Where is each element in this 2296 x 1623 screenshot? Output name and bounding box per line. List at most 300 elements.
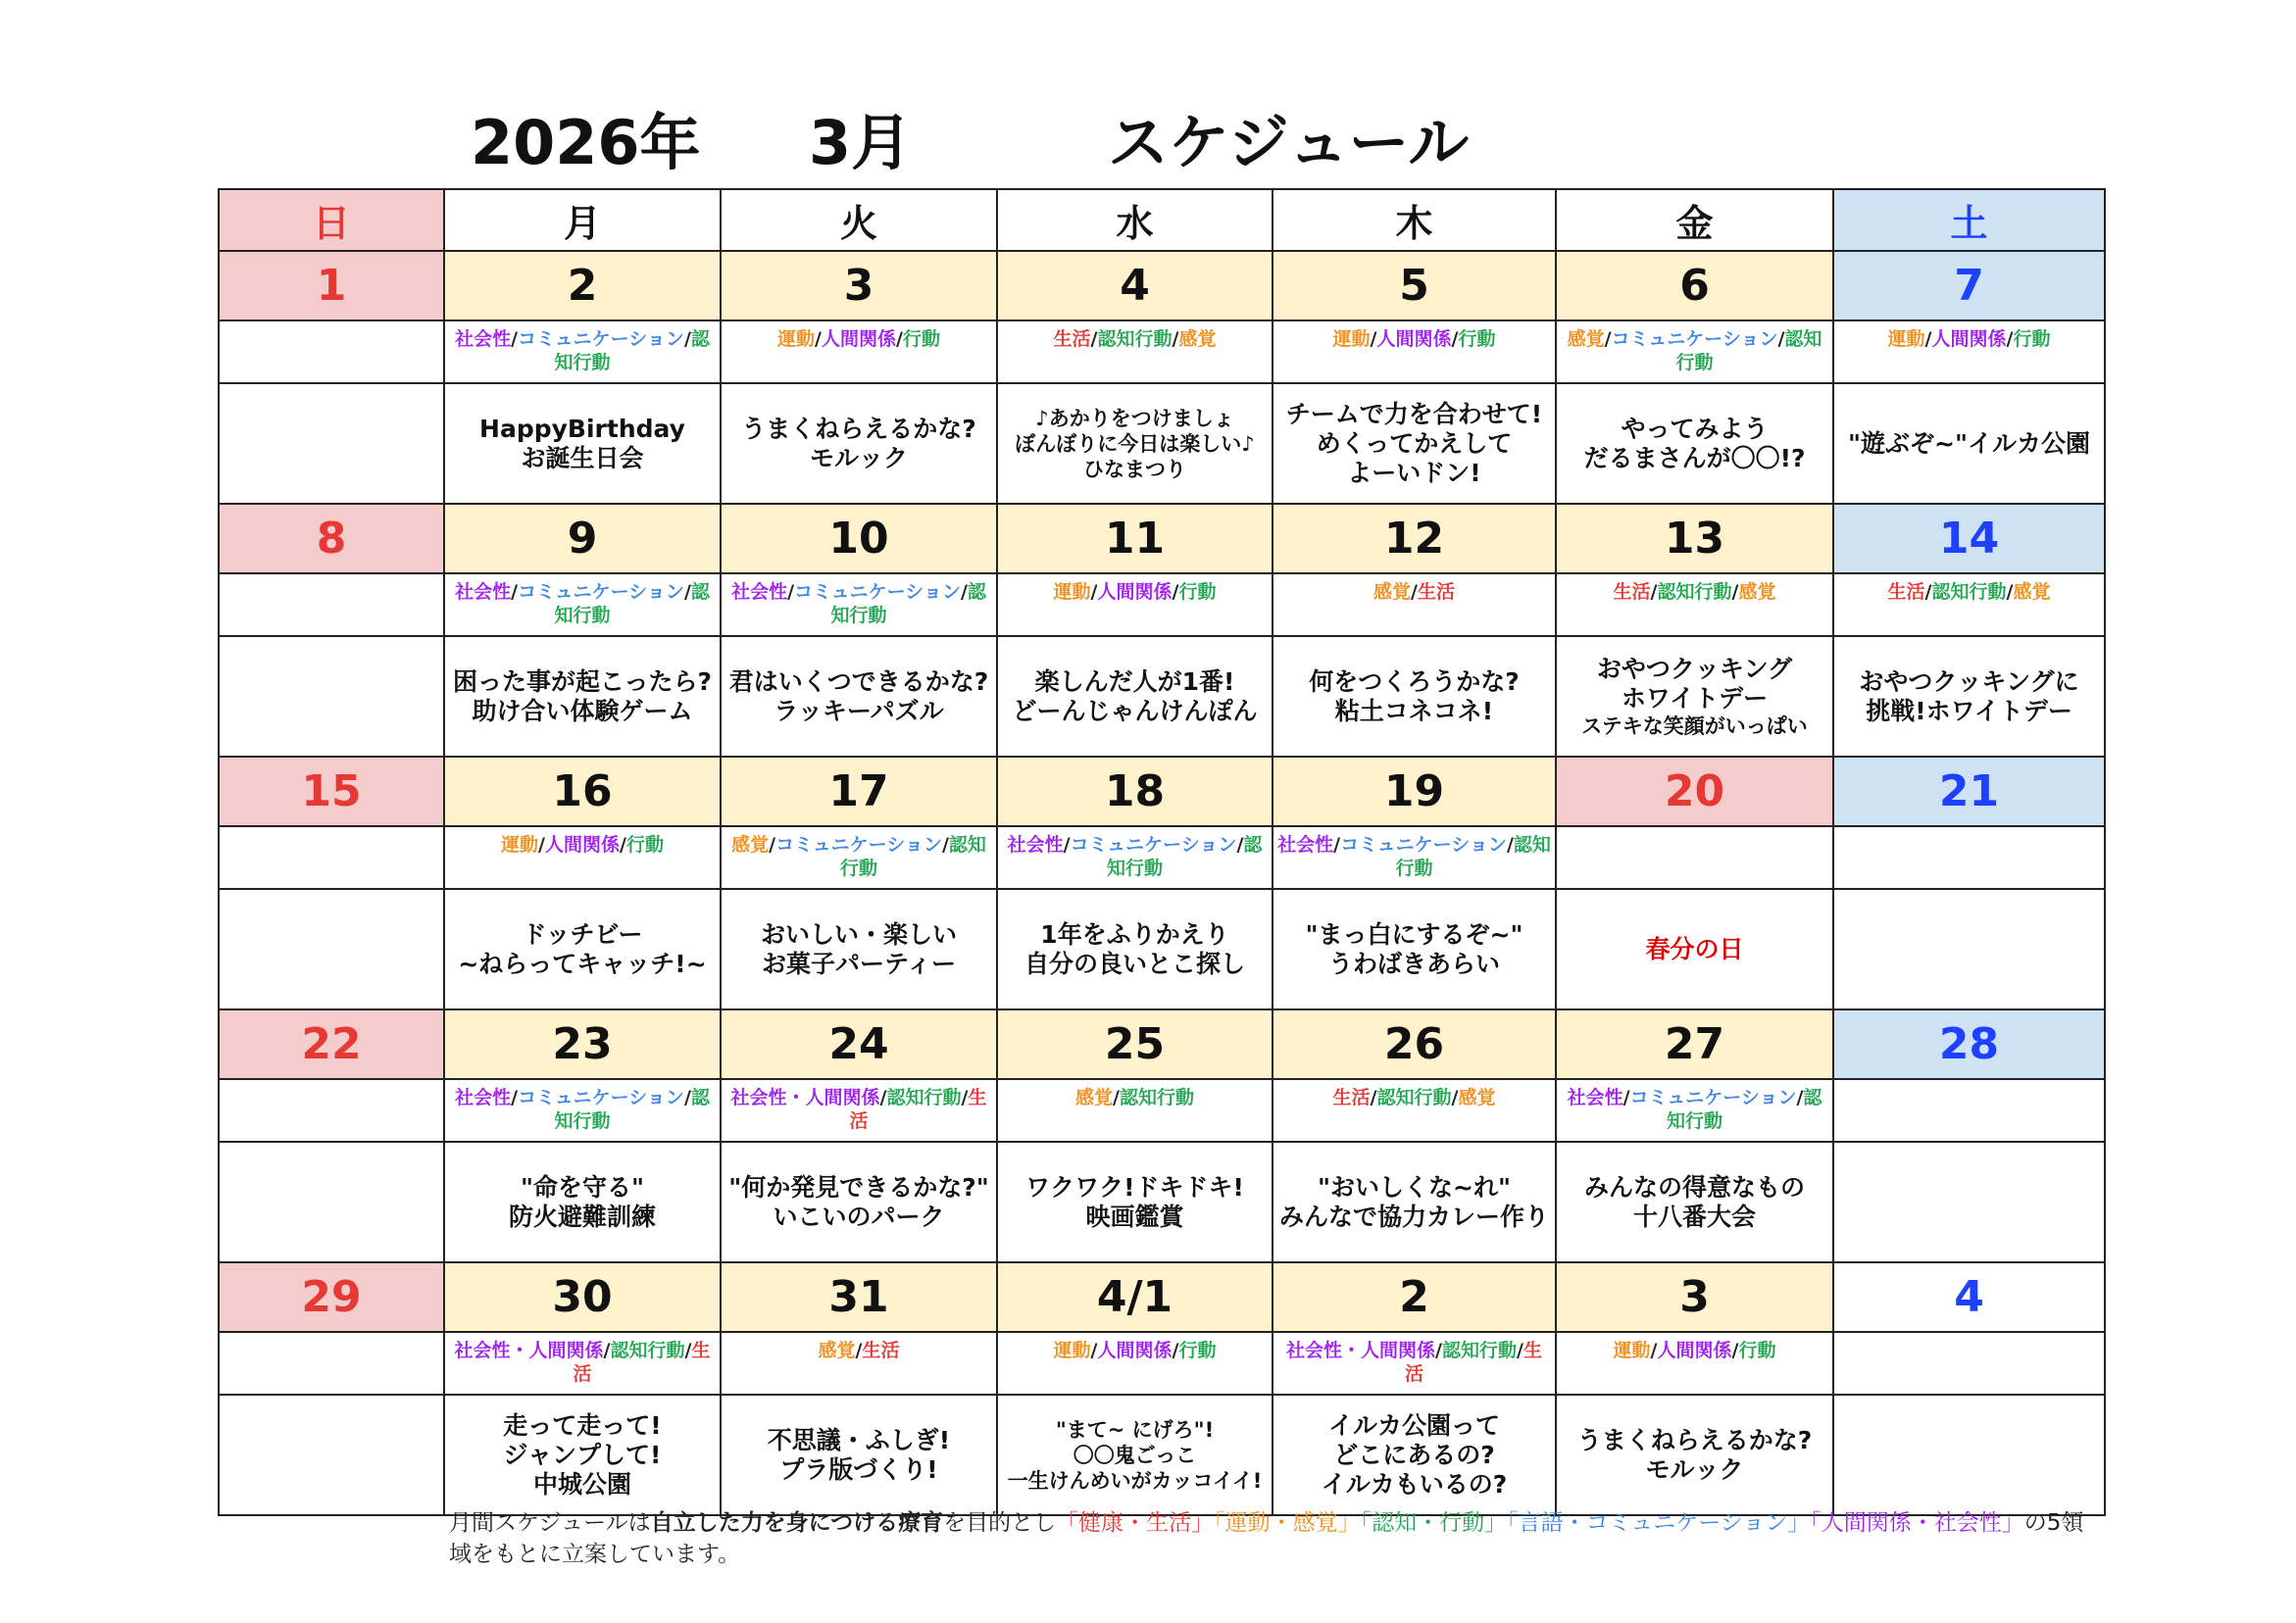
activity-line: どーんじゃんけんぽん — [1012, 696, 1258, 725]
activity-line: ひなまつり — [1083, 457, 1186, 481]
title-schedule: スケジュール — [1108, 107, 1470, 178]
domain-tag-cell-sun — [219, 573, 444, 636]
domain-tag-row — [219, 320, 2105, 383]
domain-tag: コミュニケーション — [518, 581, 684, 603]
activity-line: チームで力を合わせて! — [1285, 399, 1543, 428]
domain-tag: 生活 — [862, 1340, 900, 1361]
domain-tag: 人間関係 — [821, 328, 896, 350]
footer-domain-cognition: 「認知・行動」 — [1360, 1510, 1508, 1536]
activity-line: だるまさんが〇〇!? — [1583, 443, 1806, 472]
activity-line: "命を守る" — [520, 1172, 645, 1202]
domain-tag: / — [855, 1340, 863, 1361]
date-cell-sat: 14 — [1833, 504, 2105, 573]
activity-row — [219, 889, 2105, 1009]
domain-tag: 運動 — [777, 328, 816, 350]
activity-line: 十八番大会 — [1633, 1202, 1757, 1231]
activity-line: ホワイトデー — [1621, 683, 1769, 713]
domain-tag: / — [1451, 328, 1459, 350]
domain-tag: 人間関係 — [1376, 328, 1452, 350]
domain-tag-row — [219, 826, 2105, 889]
date-cell-fri: 6 — [1556, 251, 1833, 320]
activity-line: 困った事が起こったら? — [452, 666, 712, 696]
domain-tag: 認知行動 — [554, 1087, 710, 1132]
domain-tag: / — [960, 581, 968, 603]
date-cell-tue: 24 — [721, 1009, 997, 1079]
domain-tag: / — [1236, 834, 1244, 856]
activity-line: ワクワク!ドキドキ! — [1025, 1172, 1244, 1202]
domain-tag: / — [1172, 328, 1179, 350]
domain-tag-cell-sun — [219, 1332, 444, 1395]
domain-tag: 感覚 — [1567, 328, 1605, 350]
domain-tag-cell-tue — [721, 1079, 997, 1142]
domain-tag: 認知行動 — [1931, 581, 2007, 603]
activity-cell-tue — [721, 1142, 997, 1262]
date-cell-sat: 4 — [1833, 1262, 2105, 1332]
domain-tag: 生活 — [1887, 581, 1925, 603]
domain-tag: 行動 — [2013, 328, 2051, 350]
activity-cell-mon — [444, 383, 721, 504]
activity-line: 挑戦!ホワイトデー — [1866, 696, 2072, 725]
domain-tag: / — [511, 1087, 519, 1108]
domain-tag: 社会性 — [455, 1087, 512, 1108]
domain-tag: / — [511, 328, 519, 350]
activity-cell-sun — [219, 1395, 444, 1515]
activity-line: "まて~ にげろ"! — [1055, 1417, 1215, 1442]
domain-tag-cell-tue — [721, 1332, 997, 1395]
domain-tag-cell-sat — [1833, 1079, 2105, 1142]
domain-tag: 認知行動 — [1376, 1087, 1452, 1108]
footer-domain-health: 「健康・生活」 — [1056, 1510, 1215, 1536]
activity-line: 楽しんだ人が1番! — [1034, 666, 1235, 696]
domain-tag: / — [1090, 328, 1098, 350]
date-cell-wed: 18 — [997, 757, 1273, 826]
domain-tag: 社会性 — [455, 581, 512, 603]
domain-tag: 人間関係 — [1097, 1340, 1173, 1361]
date-cell-sun: 1 — [219, 251, 444, 320]
domain-tag: / — [1172, 1340, 1179, 1361]
domain-tag: 行動 — [902, 328, 940, 350]
domain-tag: 生活 — [573, 1340, 711, 1385]
weekday-mon: 月 — [444, 189, 721, 251]
domain-tag: 社会性 — [1007, 834, 1064, 856]
date-row — [219, 1262, 2105, 1332]
domain-tag: / — [896, 328, 903, 350]
domain-tag: コミュニケーション — [518, 1087, 684, 1108]
domain-tag: 認知行動 — [1442, 1340, 1518, 1361]
activity-cell-thu — [1273, 889, 1556, 1009]
activity-row — [219, 636, 2105, 757]
domain-tag: 感覚 — [1373, 581, 1412, 603]
date-cell-wed: 4 — [997, 251, 1273, 320]
domain-tag: 運動 — [1053, 581, 1091, 603]
domain-tag: 認知行動 — [1119, 1087, 1194, 1108]
activity-cell-fri — [1556, 383, 1833, 504]
activity-cell-sun — [219, 889, 444, 1009]
domain-tag-cell-sun — [219, 826, 444, 889]
domain-tag-cell-tue — [721, 320, 997, 383]
date-row — [219, 757, 2105, 826]
activity-line: 春分の日 — [1645, 934, 1744, 963]
domain-tag: 認知行動 — [610, 1340, 685, 1361]
activity-line: おいしい・楽しい — [760, 919, 957, 949]
date-row — [219, 251, 2105, 320]
domain-tag-cell-fri — [1556, 826, 1833, 889]
activity-line: お誕生日会 — [521, 443, 644, 472]
domain-tag: 感覚 — [1738, 581, 1776, 603]
domain-tag: / — [538, 834, 545, 856]
activity-line: うまくねらえるかな? — [741, 414, 976, 443]
footer-text-1: 月間スケジュールは — [449, 1510, 651, 1536]
domain-tag: 生活 — [1613, 581, 1651, 603]
domain-tag-cell-fri — [1556, 1332, 1833, 1395]
domain-tag: 生活 — [1332, 1087, 1371, 1108]
date-cell-tue: 3 — [721, 251, 997, 320]
weekday-header-row — [219, 189, 2105, 251]
activity-cell-tue — [721, 1395, 997, 1515]
domain-tag-row — [219, 1079, 2105, 1142]
domain-tag: コミュニケーション — [518, 328, 684, 350]
domain-tag-cell-sat — [1833, 1332, 2105, 1395]
domain-tag: / — [1411, 581, 1418, 603]
date-cell-sat: 21 — [1833, 757, 2105, 826]
domain-tag: 生活 — [1053, 328, 1091, 350]
activity-line: うまくねらえるかな? — [1576, 1425, 1813, 1454]
domain-tag: 運動 — [1887, 328, 1925, 350]
domain-tag-cell-thu — [1273, 1079, 1556, 1142]
date-cell-thu: 5 — [1273, 251, 1556, 320]
domain-tag-row — [219, 573, 2105, 636]
domain-tag-cell-fri — [1556, 320, 1833, 383]
domain-tag-cell-tue — [721, 573, 997, 636]
domain-tag-cell-mon — [444, 826, 721, 889]
activity-cell-sat — [1833, 636, 2105, 757]
date-cell-mon: 23 — [444, 1009, 721, 1079]
domain-tag: 認知行動 — [554, 581, 710, 626]
activity-cell-sat — [1833, 1395, 2105, 1515]
activity-cell-mon — [444, 889, 721, 1009]
footer-text-2: を目的とし — [943, 1510, 1057, 1536]
activity-line: "何か発見できるかな?" — [728, 1172, 989, 1202]
domain-tag: / — [1731, 581, 1739, 603]
domain-tag-cell-sat — [1833, 826, 2105, 889]
activity-line: ステキな笑顔がいっぱい — [1581, 713, 1808, 738]
footer-bold: 自立した力を身につける療育 — [650, 1510, 944, 1536]
domain-tag: / — [1604, 328, 1612, 350]
date-cell-mon: 2 — [444, 251, 721, 320]
weekday-wed: 水 — [997, 189, 1273, 251]
date-cell-wed: 4/1 — [997, 1262, 1273, 1332]
date-cell-fri: 20 — [1556, 757, 1833, 826]
title-year: 2026年 — [471, 107, 701, 178]
activity-cell-sat — [1833, 383, 2105, 504]
date-cell-wed: 25 — [997, 1009, 1273, 1079]
domain-tag: / — [1063, 834, 1071, 856]
domain-tag: 認知行動 — [886, 1087, 962, 1108]
domain-tag: / — [683, 581, 691, 603]
domain-tag-cell-mon — [444, 1332, 721, 1395]
domain-tag: / — [1451, 1087, 1459, 1108]
domain-tag: 認知行動 — [1657, 581, 1732, 603]
date-cell-fri: 13 — [1556, 504, 1833, 573]
date-cell-sat: 7 — [1833, 251, 2105, 320]
domain-tag: / — [879, 1087, 887, 1108]
weekday-fri: 金 — [1556, 189, 1833, 251]
domain-tag: / — [1924, 328, 1932, 350]
domain-tag: 認知行動 — [839, 834, 986, 879]
domain-tag: コミュニケーション — [1340, 834, 1507, 856]
activity-line: イルカ公園って — [1328, 1410, 1501, 1440]
activity-line: ぼんぼりに今日は楽しい♪ — [1015, 431, 1255, 456]
domain-tag: / — [1113, 1087, 1120, 1108]
activity-line: 映画鑑賞 — [1085, 1202, 1184, 1231]
footer-domain-language: 「言語・コミュニケーション」 — [1507, 1510, 1811, 1536]
domain-tag: 社会性・人間関係 — [454, 1340, 604, 1361]
domain-tag: / — [787, 581, 795, 603]
activity-line: おやつクッキングに — [1859, 666, 2079, 696]
activity-line: みんなの得意なもの — [1584, 1172, 1806, 1202]
domain-tag: 感覚 — [1178, 328, 1217, 350]
footer-text-3: の5領域をもとに立案しています。 — [449, 1510, 2084, 1567]
domain-tag: 生活 — [1417, 581, 1455, 603]
activity-line: 自分の良いとこ探し — [1023, 949, 1245, 978]
activity-cell-mon — [444, 636, 721, 757]
date-row — [219, 1009, 2105, 1079]
activity-line: 〇〇鬼ごっこ — [1073, 1443, 1197, 1467]
domain-tag-cell-fri — [1556, 573, 1833, 636]
domain-tag-cell-mon — [444, 320, 721, 383]
activity-line: いこいのパーク — [773, 1202, 945, 1231]
activity-cell-thu — [1273, 1395, 1556, 1515]
activity-line: やってみよう — [1621, 414, 1769, 443]
domain-tag: 行動 — [1458, 328, 1496, 350]
activity-line: 防火避難訓練 — [508, 1202, 656, 1231]
domain-tag: 感覚 — [731, 834, 770, 856]
activity-line: 中城公園 — [532, 1469, 631, 1499]
activity-cell-sun — [219, 383, 444, 504]
domain-tag: 感覚 — [818, 1340, 856, 1361]
date-cell-thu: 2 — [1273, 1262, 1556, 1332]
activity-cell-wed — [997, 636, 1273, 757]
activity-line: ドッチビー — [522, 919, 643, 949]
date-cell-sun: 29 — [219, 1262, 444, 1332]
date-cell-tue: 31 — [721, 1262, 997, 1332]
domain-tag: 運動 — [1613, 1340, 1651, 1361]
domain-tag-cell-wed — [997, 320, 1273, 383]
date-row — [219, 504, 2105, 573]
domain-tag: 行動 — [625, 834, 664, 856]
domain-tag: 人間関係 — [544, 834, 620, 856]
domain-tag-cell-thu — [1273, 320, 1556, 383]
domain-tag: 感覚 — [1458, 1087, 1496, 1108]
domain-tag: / — [1777, 328, 1785, 350]
weekday-tue: 火 — [721, 189, 997, 251]
date-cell-mon: 9 — [444, 504, 721, 573]
activity-line: お菓子パーティー — [761, 949, 956, 978]
date-cell-sun: 8 — [219, 504, 444, 573]
domain-tag: コミュニケーション — [1629, 1087, 1797, 1108]
footer-note — [449, 1507, 2091, 1570]
activity-line: "おいしくな~れ" — [1318, 1172, 1511, 1202]
domain-tag: 認知行動 — [1395, 834, 1551, 879]
domain-tag-cell-thu — [1273, 573, 1556, 636]
domain-tag: 感覚 — [2013, 581, 2051, 603]
domain-tag: 社会性・人間関係 — [730, 1087, 880, 1108]
date-cell-fri: 27 — [1556, 1009, 1833, 1079]
date-cell-sun: 15 — [219, 757, 444, 826]
domain-tag: / — [1924, 581, 1932, 603]
domain-tag: 運動 — [501, 834, 539, 856]
activity-line: ジャンプして! — [503, 1440, 662, 1469]
domain-tag: / — [2006, 581, 2014, 603]
domain-tag: コミュニケーション — [775, 834, 942, 856]
domain-tag: / — [1370, 1087, 1377, 1108]
domain-tag: / — [1731, 1340, 1739, 1361]
activity-cell-wed — [997, 1142, 1273, 1262]
domain-tag: / — [603, 1340, 611, 1361]
footer-domain-exercise: 「運動・感覚」 — [1214, 1510, 1361, 1536]
activity-line: ♪あかりをつけましょ — [1035, 406, 1234, 430]
weekday-sun: 日 — [219, 189, 444, 251]
domain-tag: / — [1370, 328, 1377, 350]
date-cell-mon: 16 — [444, 757, 721, 826]
domain-tag-cell-mon — [444, 573, 721, 636]
activity-line: "遊ぶぞ~"イルカ公園 — [1848, 428, 2091, 458]
domain-tag: / — [683, 328, 691, 350]
date-cell-fri: 3 — [1556, 1262, 1833, 1332]
domain-tag: 生活 — [849, 1087, 987, 1132]
domain-tag: 生活 — [1405, 1340, 1542, 1385]
domain-tag: 運動 — [1332, 328, 1371, 350]
activity-line: 粘土コネコネ! — [1334, 696, 1494, 725]
domain-tag: 行動 — [1738, 1340, 1776, 1361]
footer-domain-relations: 「人間関係・社会性」 — [1810, 1510, 2024, 1536]
activity-cell-sun — [219, 636, 444, 757]
activity-cell-sat — [1833, 889, 2105, 1009]
activity-cell-mon — [444, 1395, 721, 1515]
activity-line: モルック — [809, 443, 908, 472]
date-cell-thu: 26 — [1273, 1009, 1556, 1079]
weekday-sat: 土 — [1833, 189, 2105, 251]
domain-tag: 認知行動 — [1106, 834, 1263, 879]
domain-tag: / — [815, 328, 822, 350]
activity-cell-fri — [1556, 636, 1833, 757]
activity-cell-tue — [721, 636, 997, 757]
activity-line: よーいドン! — [1347, 458, 1481, 487]
calendar-table — [218, 188, 2106, 1516]
activity-line: おやつクッキング — [1596, 654, 1793, 683]
domain-tag: / — [1333, 834, 1341, 856]
activity-line: プラ版づくり! — [779, 1454, 938, 1484]
activity-cell-tue — [721, 889, 997, 1009]
domain-tag-cell-wed — [997, 573, 1273, 636]
domain-tag-cell-sat — [1833, 573, 2105, 636]
activity-cell-wed — [997, 889, 1273, 1009]
domain-tag: 認知行動 — [1667, 1087, 1822, 1132]
domain-tag: / — [941, 834, 949, 856]
weekday-thu: 木 — [1273, 189, 1556, 251]
date-cell-mon: 30 — [444, 1262, 721, 1332]
activity-row — [219, 1395, 2105, 1515]
domain-tag: 社会性・人間関係 — [1286, 1340, 1436, 1361]
domain-tag: / — [1650, 581, 1658, 603]
domain-tag: 認知行動 — [1097, 328, 1173, 350]
domain-tag: 社会性 — [455, 328, 512, 350]
domain-tag-cell-fri — [1556, 1079, 1833, 1142]
domain-tag: / — [1622, 1087, 1630, 1108]
activity-line: 何をつくろうかな? — [1309, 666, 1520, 696]
domain-tag-cell-thu — [1273, 1332, 1556, 1395]
domain-tag: / — [620, 834, 626, 856]
domain-tag: 認知行動 — [554, 328, 710, 373]
date-cell-thu: 12 — [1273, 504, 1556, 573]
date-cell-tue: 17 — [721, 757, 997, 826]
activity-line: めくってかえして — [1316, 428, 1513, 458]
activity-line: うわばきあらい — [1328, 949, 1501, 978]
activity-line: 不思議・ふしぎ! — [767, 1425, 951, 1454]
activity-line: モルック — [1645, 1454, 1744, 1484]
domain-tag: / — [1506, 834, 1514, 856]
activity-line: 助け合い体験ゲーム — [472, 696, 693, 725]
activity-cell-tue — [721, 383, 997, 504]
activity-cell-fri — [1556, 889, 1833, 1009]
domain-tag: / — [1517, 1340, 1523, 1361]
domain-tag-cell-sat — [1833, 320, 2105, 383]
domain-tag-cell-wed — [997, 1332, 1273, 1395]
activity-line: 1年をふりかえり — [1040, 919, 1229, 949]
domain-tag: / — [1650, 1340, 1658, 1361]
domain-tag: / — [769, 834, 776, 856]
activity-cell-sat — [1833, 1142, 2105, 1262]
activity-cell-fri — [1556, 1395, 1833, 1515]
domain-tag: コミュニケーション — [794, 581, 961, 603]
domain-tag: コミュニケーション — [1611, 328, 1778, 350]
activity-cell-thu — [1273, 636, 1556, 757]
activity-line: HappyBirthday — [479, 414, 685, 443]
activity-line: イルカもいるの? — [1321, 1469, 1508, 1499]
date-cell-tue: 10 — [721, 504, 997, 573]
date-cell-wed: 11 — [997, 504, 1273, 573]
domain-tag: 社会性 — [1567, 1087, 1623, 1108]
domain-tag: 社会性 — [731, 581, 788, 603]
domain-tag: / — [961, 1087, 969, 1108]
domain-tag: / — [1796, 1087, 1804, 1108]
activity-cell-wed — [997, 1395, 1273, 1515]
activity-cell-sun — [219, 1142, 444, 1262]
domain-tag: / — [1090, 581, 1098, 603]
domain-tag: 行動 — [1178, 1340, 1217, 1361]
domain-tag: 行動 — [1178, 581, 1217, 603]
activity-line: ラッキーパズル — [774, 696, 944, 725]
activity-cell-fri — [1556, 1142, 1833, 1262]
activity-line: みんなで協力カレー作り — [1279, 1202, 1550, 1231]
activity-line: 君はいくつできるかな? — [728, 666, 989, 696]
activity-cell-thu — [1273, 383, 1556, 504]
domain-tag: 感覚 — [1075, 1087, 1114, 1108]
domain-tag: 認知行動 — [830, 581, 986, 626]
domain-tag: / — [1435, 1340, 1442, 1361]
domain-tag: 人間関係 — [1097, 581, 1173, 603]
date-cell-thu: 19 — [1273, 757, 1556, 826]
domain-tag: / — [683, 1087, 691, 1108]
domain-tag-cell-wed — [997, 1079, 1273, 1142]
activity-line: ~ねらってキャッチ!~ — [458, 949, 707, 978]
domain-tag: 人間関係 — [1931, 328, 2007, 350]
activity-cell-thu — [1273, 1142, 1556, 1262]
domain-tag: 人間関係 — [1657, 1340, 1732, 1361]
title-month: 3月 — [809, 107, 913, 178]
activity-line: 走って走って! — [503, 1410, 662, 1440]
domain-tag: / — [684, 1340, 692, 1361]
